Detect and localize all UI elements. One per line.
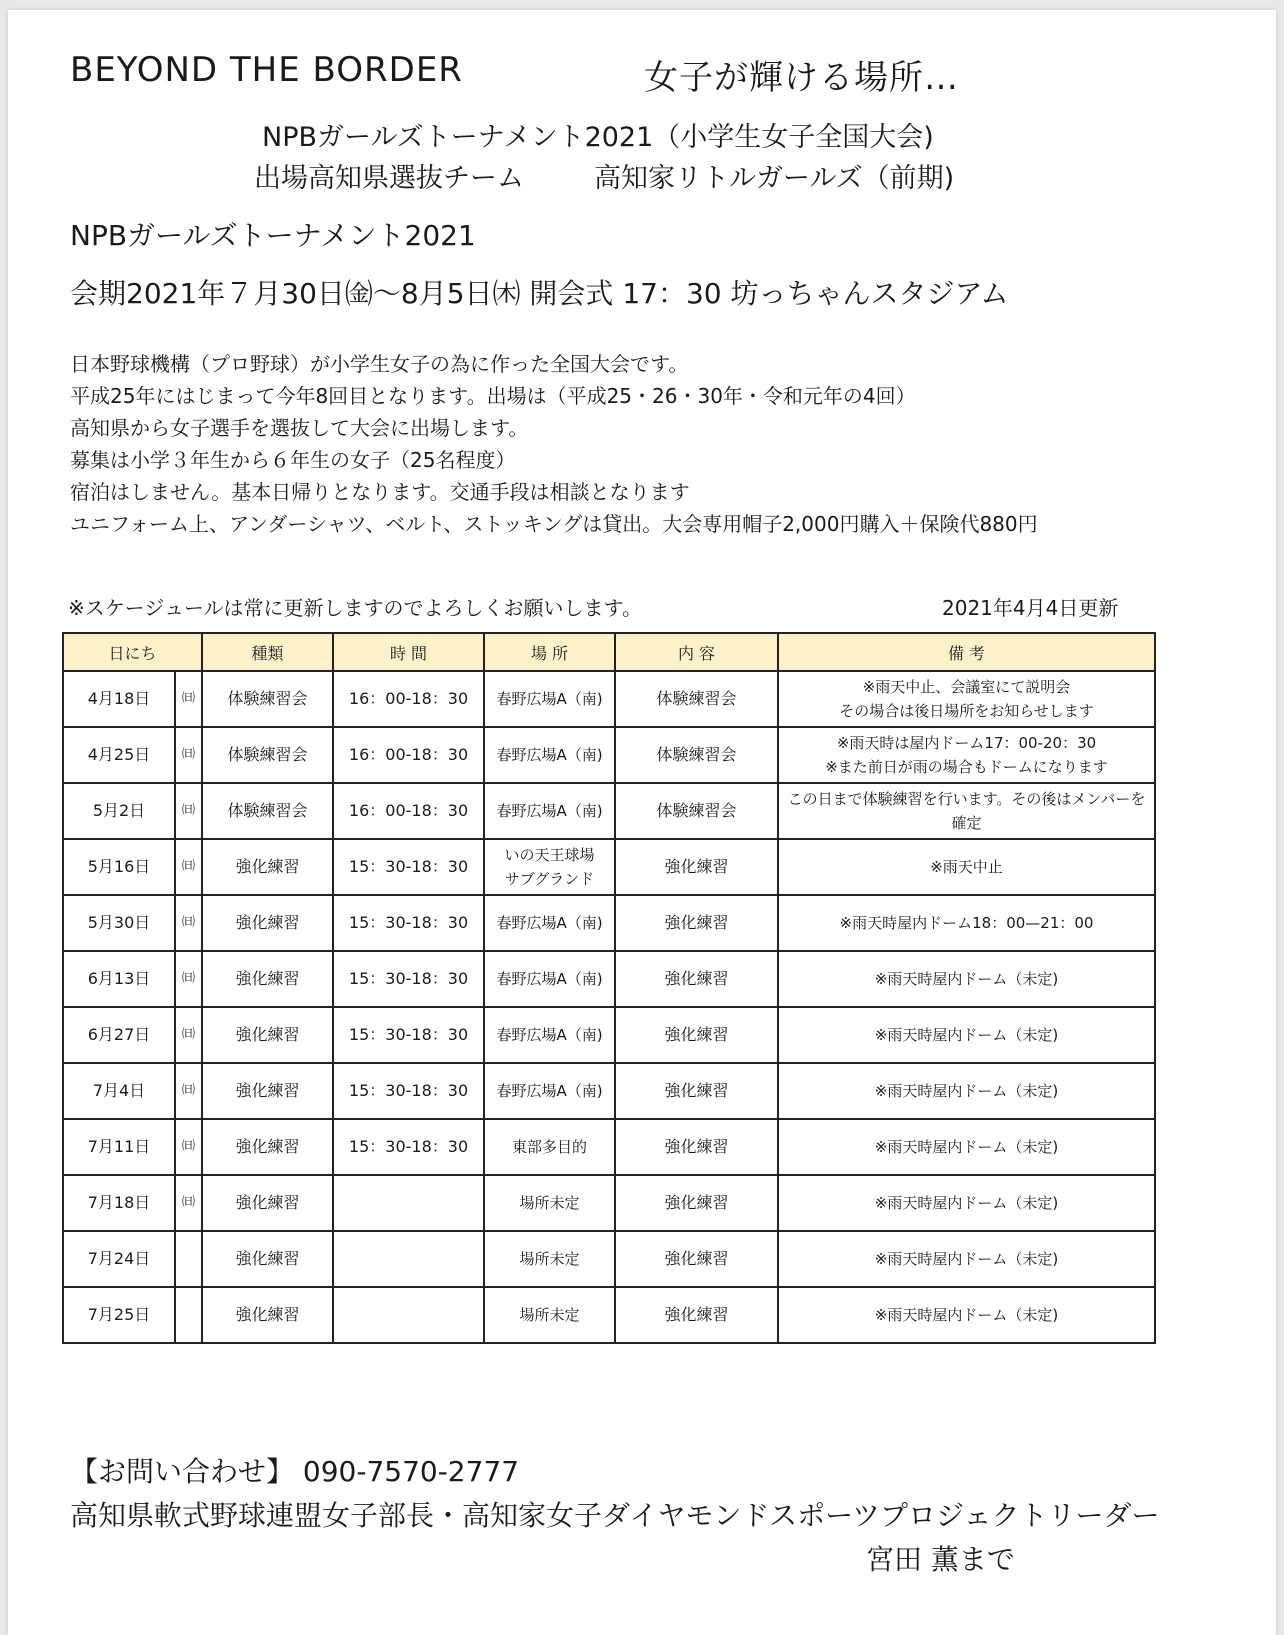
cell-content: 強化練習 [615,1119,778,1175]
cell-note: ※雨天中止、会議室にて説明会 その場合は後日場所をお知らせします [778,671,1155,727]
cell-weekday: ㈰ [175,1119,202,1175]
description-line: 平成25年にはじまって今年8回目となります。出場は（平成25・26・30年・令和元年の4回） [70,384,916,408]
cell-time: 15：30-18：30 [333,951,484,1007]
cell-place: 春野広場A（南) [484,895,615,951]
cell-date: 7月4日 [63,1063,175,1119]
table-row [63,839,1155,895]
cell-note: ※雨天時屋内ドーム（未定) [778,1119,1155,1175]
contact-phone: 【お問い合わせ】 090-7570-2777 [70,1455,520,1488]
cell-note: ※雨天時屋内ドーム（未定) [778,1007,1155,1063]
contact-organization: 高知県軟式野球連盟女子部長・高知家女子ダイヤモンドスポーツプロジェクトリーダー [70,1499,1160,1532]
cell-time [333,1287,484,1343]
header-type: 種類 [202,633,333,671]
cell-date: 5月16日 [63,839,175,895]
cell-place: 春野広場A（南) [484,1063,615,1119]
cell-place: 春野広場A（南) [484,783,615,839]
cell-type: 体験練習会 [202,783,333,839]
header-content: 内 容 [615,633,778,671]
table-row [63,1287,1155,1343]
cell-content: 強化練習 [615,1231,778,1287]
table-header-row [63,633,1155,671]
header-note: 備 考 [778,633,1155,671]
cell-date: 7月18日 [63,1175,175,1231]
cell-weekday: ㈰ [175,951,202,1007]
cell-type: 強化練習 [202,1287,333,1343]
cell-note: ※雨天時屋内ドーム18：00—21：00 [778,895,1155,951]
cell-content: 体験練習会 [615,783,778,839]
title-english: BEYOND THE BORDER [70,50,463,90]
cell-weekday: ㈰ [175,671,202,727]
description-line: 宿泊はしません。基本日帰りとなります。交通手段は相談となります [70,480,690,504]
cell-type: 強化練習 [202,1231,333,1287]
cell-date: 4月18日 [63,671,175,727]
cell-type: 強化練習 [202,1063,333,1119]
cell-place: 春野広場A（南) [484,671,615,727]
cell-note: ※雨天時屋内ドーム（未定) [778,1231,1155,1287]
cell-time: 15：30-18：30 [333,1119,484,1175]
cell-note: ※雨天時は屋内ドーム17：00-20：30 ※また前日が雨の場合もドームになります [778,727,1155,783]
cell-type: 体験練習会 [202,671,333,727]
table-row [63,1175,1155,1231]
updated-date: 2021年4月4日更新 [942,596,1119,620]
cell-time: 15：30-18：30 [333,839,484,895]
cell-content: 強化練習 [615,895,778,951]
cell-place: 東部多目的 [484,1119,615,1175]
cell-content: 強化練習 [615,839,778,895]
header-place: 場 所 [484,633,615,671]
cell-time: 15：30-18：30 [333,895,484,951]
cell-time [333,1231,484,1287]
cell-weekday [175,1287,202,1343]
table-row [63,1063,1155,1119]
cell-date: 7月11日 [63,1119,175,1175]
cell-weekday: ㈰ [175,839,202,895]
event-period: 会期2021年７月30日㈮～8月5日㈭ 開会式 17：30 坊っちゃんスタジアム [70,277,1009,310]
cell-content: 強化練習 [615,1063,778,1119]
description-line: 高知県から女子選手を選抜して大会に出場します。 [70,416,529,440]
cell-content: 強化練習 [615,1175,778,1231]
cell-note: この日まで体験練習を行います。その後はメンバーを確定 [778,783,1155,839]
cell-content: 体験練習会 [615,727,778,783]
schedule-body [63,671,1155,1343]
cell-note: ※雨天時屋内ドーム（未定) [778,1063,1155,1119]
table-row [63,1119,1155,1175]
table-row [63,1007,1155,1063]
description-line: ユニフォーム上、アンダーシャツ、ベルト、ストッキングは貸出。大会専用帽子2,000円購入＋保険代880円 [70,512,1038,536]
cell-date: 4月25日 [63,727,175,783]
cell-weekday: ㈰ [175,783,202,839]
description-line: 募集は小学３年生から６年生の女子（25名程度） [70,448,516,472]
event-name: NPBガールズトーナメント2021 [70,219,476,252]
cell-content: 体験練習会 [615,671,778,727]
schedule-table [62,632,1156,1344]
cell-note: ※雨天時屋内ドーム（未定) [778,1175,1155,1231]
cell-date: 7月25日 [63,1287,175,1343]
cell-date: 5月30日 [63,895,175,951]
table-row [63,727,1155,783]
cell-note: ※雨天中止 [778,839,1155,895]
cell-weekday: ㈰ [175,895,202,951]
cell-weekday: ㈰ [175,1063,202,1119]
description-line: 日本野球機構（プロ野球）が小学生女子の為に作った全国大会です。 [70,352,689,376]
cell-time: 16：00-18：30 [333,783,484,839]
subtitle-team: 出場高知県選抜チーム [254,163,524,194]
cell-time: 15：30-18：30 [333,1063,484,1119]
table-row [63,951,1155,1007]
table-row [63,783,1155,839]
cell-date: 5月2日 [63,783,175,839]
cell-time: 15：30-18：30 [333,1007,484,1063]
cell-content: 強化練習 [615,951,778,1007]
cell-place: 春野広場A（南) [484,951,615,1007]
cell-date: 7月24日 [63,1231,175,1287]
document-page [8,10,1276,1635]
cell-note: ※雨天時屋内ドーム（未定) [778,1287,1155,1343]
cell-date: 6月13日 [63,951,175,1007]
header-time: 時 間 [333,633,484,671]
cell-place: 場所未定 [484,1287,615,1343]
contact-person: 宮田 薫まで [866,1543,1015,1576]
cell-place: 場所未定 [484,1231,615,1287]
cell-type: 強化練習 [202,1175,333,1231]
cell-place: 春野広場A（南) [484,727,615,783]
cell-weekday: ㈰ [175,1007,202,1063]
cell-type: 強化練習 [202,839,333,895]
cell-weekday [175,1231,202,1287]
cell-place: いの天王球場 サブグランド [484,839,615,895]
cell-date: 6月27日 [63,1007,175,1063]
description [70,348,1038,540]
cell-time: 16：00-18：30 [333,671,484,727]
cell-type: 強化練習 [202,1007,333,1063]
cell-weekday: ㈰ [175,1175,202,1231]
cell-place: 場所未定 [484,1175,615,1231]
header-date: 日にち [63,633,202,671]
cell-type: 体験練習会 [202,727,333,783]
cell-content: 強化練習 [615,1007,778,1063]
subtitle-team-name: 高知家リトルガールズ（前期) [594,163,955,194]
table-row [63,895,1155,951]
cell-content: 強化練習 [615,1287,778,1343]
cell-note: ※雨天時屋内ドーム（未定) [778,951,1155,1007]
cell-type: 強化練習 [202,951,333,1007]
table-row [63,1231,1155,1287]
cell-weekday: ㈰ [175,727,202,783]
cell-time: 16：00-18：30 [333,727,484,783]
table-row [63,671,1155,727]
subtitle-tournament: NPBガールズトーナメント2021（小学生女子全国大会) [262,122,934,153]
schedule-note: ※スケージュールは常に更新しますのでよろしくお願いします。 [68,596,642,620]
cell-type: 強化練習 [202,895,333,951]
cell-time [333,1175,484,1231]
cell-type: 強化練習 [202,1119,333,1175]
cell-place: 春野広場A（南) [484,1007,615,1063]
title-japanese: 女子が輝ける場所… [644,58,959,98]
